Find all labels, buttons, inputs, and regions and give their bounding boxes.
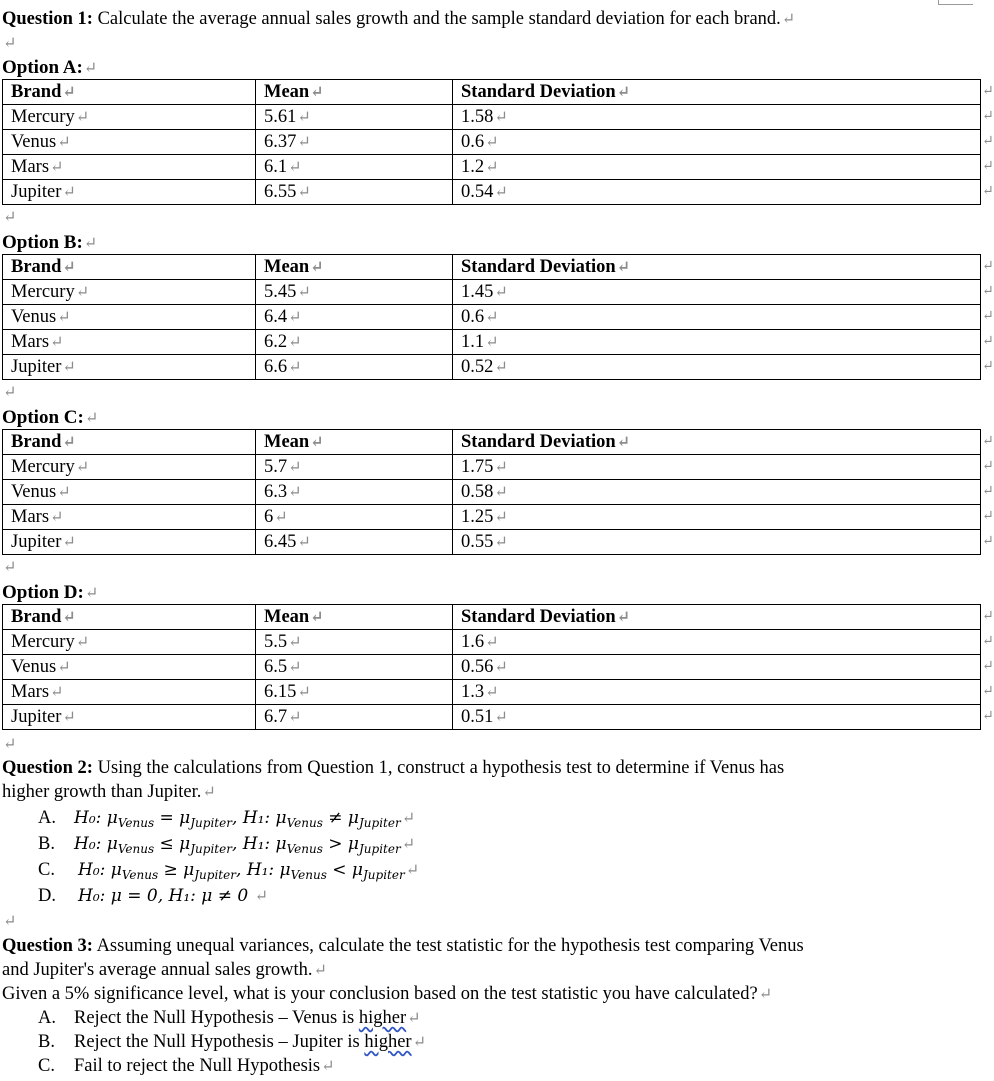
option-table (2, 79, 981, 205)
option-title-text: Option D: (2, 582, 84, 603)
return-mark-icon: ↵ (412, 1034, 426, 1051)
table-row (3, 705, 981, 730)
question-2-text-line2: higher growth than Jupiter. (2, 782, 202, 802)
question-3-text-line1: Assuming unequal variances, calculate the test statistic for the hypothesis test comparing Venus (92, 936, 804, 956)
page-corner-mark (938, 0, 973, 5)
return-mark-icon: ↵ (3, 736, 17, 753)
return-mark-icon: ↵ (781, 11, 796, 28)
option-table (2, 604, 981, 730)
return-mark-icon: ↵ (83, 235, 98, 252)
question-1-label: Question 1: (2, 9, 93, 29)
cell-sd: 1.75↵ (453, 455, 981, 480)
question-3-line3 (2, 982, 772, 1007)
option-title (2, 56, 97, 81)
cell-sd: 0.6↵ (453, 305, 981, 330)
q3-choice-b (38, 1030, 426, 1055)
table-row (3, 105, 981, 130)
return-mark-icon: ↵ (3, 209, 17, 226)
table-header-row (3, 605, 981, 630)
option-title (2, 231, 97, 256)
table-row (3, 530, 981, 555)
option-title-text: Option C: (2, 407, 84, 428)
choice-text: Reject the Null Hypothesis – Jupiter is (74, 1032, 365, 1052)
table-row (3, 655, 981, 680)
row-end-mark-icon: ↵ (982, 709, 994, 724)
row-end-mark-icon: ↵ (982, 684, 994, 699)
spellcheck-underlined-word: higher (364, 1032, 412, 1052)
return-mark-icon: ↵ (405, 862, 420, 879)
question-3-line2 (2, 958, 327, 983)
cell-brand: Mars↵ (3, 680, 256, 705)
option-title (2, 406, 98, 431)
table-row (3, 505, 981, 530)
row-end-mark-icon: ↵ (982, 634, 994, 649)
cell-mean: 5.61↵ (256, 105, 453, 130)
header-brand: Brand↵ (3, 80, 256, 105)
cell-sd: 1.6↵ (453, 630, 981, 655)
cell-mean: 5.7↵ (256, 455, 453, 480)
cell-brand: Jupiter↵ (3, 705, 256, 730)
header-brand: Brand↵ (3, 430, 256, 455)
cell-sd: 1.2↵ (453, 155, 981, 180)
row-end-mark-icon: ↵ (982, 134, 994, 149)
question-3-text-line2: and Jupiter's average annual sales growth. (2, 960, 313, 980)
cell-mean: 6.5↵ (256, 655, 453, 680)
row-end-marks (982, 429, 994, 554)
return-mark-icon: ↵ (407, 1010, 421, 1027)
cell-mean: 6.45↵ (256, 530, 453, 555)
option-table (2, 429, 981, 555)
cell-mean: 6.55↵ (256, 180, 453, 205)
cell-sd: 1.3↵ (453, 680, 981, 705)
choice-letter: B. (38, 834, 55, 854)
choice-letter: B. (38, 1032, 55, 1052)
cell-mean: 5.45↵ (256, 280, 453, 305)
cell-sd: 1.45↵ (453, 280, 981, 305)
cell-mean: 6↵ (256, 505, 453, 530)
cell-sd: 0.52↵ (453, 355, 981, 380)
return-mark-icon: ↵ (3, 35, 17, 52)
cell-brand: Venus↵ (3, 305, 256, 330)
cell-brand: Venus↵ (3, 655, 256, 680)
return-mark-icon: ↵ (313, 962, 327, 979)
cell-mean: 6.3↵ (256, 480, 453, 505)
table-row (3, 330, 981, 355)
row-end-mark-icon: ↵ (982, 284, 994, 299)
question-3-label: Question 3: (2, 936, 93, 956)
row-end-mark-icon: ↵ (982, 509, 994, 524)
header-sd: Standard Deviation↵ (453, 605, 981, 630)
header-sd: Standard Deviation↵ (453, 255, 981, 280)
header-brand: Brand↵ (3, 605, 256, 630)
table-row (3, 630, 981, 655)
cell-mean: 6.1↵ (256, 155, 453, 180)
choice-letter: C. (38, 860, 55, 880)
q2-choice-d (38, 884, 268, 909)
hypothesis-expression: H₀: $\mu_{Venus} = \mu_{Jupiter}$, H₁: $\mu_{Venus} \ne \mu_{Jupiter}$ (74, 808, 401, 830)
cell-brand: Jupiter↵ (3, 180, 256, 205)
choice-letter: D. (38, 886, 56, 906)
choice-letter: C. (38, 1056, 55, 1076)
question-3-text-line3: Given a 5% significance level, what is your conclusion based on the test statistic you have calculated? (2, 984, 758, 1004)
question-2-label: Question 2: (2, 758, 93, 778)
cell-sd: 0.55↵ (453, 530, 981, 555)
row-end-mark-icon: ↵ (982, 659, 994, 674)
option-title-text: Option A: (2, 57, 83, 78)
choice-letter: A. (38, 808, 56, 828)
option-table (2, 254, 981, 380)
choice-letter: A. (38, 1008, 56, 1028)
cell-brand: Mercury↵ (3, 630, 256, 655)
q3-choice-a (38, 1006, 421, 1031)
hypothesis-expression: H₀: $\mu_{Venus} \ge \mu_{Jupiter}$, H₁: $\mu_{Venus} < \mu_{Jupiter}$ (78, 860, 405, 882)
row-end-mark-icon: ↵ (982, 109, 994, 124)
hypothesis-expression: H₀: μ = 0, H₁: μ ≠ 0 (78, 886, 254, 906)
row-end-mark-icon: ↵ (982, 184, 994, 199)
table-row (3, 280, 981, 305)
cell-brand: Mars↵ (3, 330, 256, 355)
cell-brand: Jupiter↵ (3, 355, 256, 380)
choice-text: Fail to reject the Null Hypothesis (74, 1056, 321, 1076)
row-end-mark-icon: ↵ (982, 534, 994, 549)
q2-choice-c (38, 858, 419, 887)
return-mark-icon: ↵ (401, 836, 416, 853)
cell-brand: Jupiter↵ (3, 530, 256, 555)
table-header-row (3, 80, 981, 105)
cell-sd: 1.25↵ (453, 505, 981, 530)
question-1-text: Calculate the average annual sales growth and the sample standard deviation for each brand. (92, 9, 781, 29)
return-mark-icon: ↵ (3, 559, 17, 576)
choice-text: Reject the Null Hypothesis – Venus is (74, 1008, 359, 1028)
cell-mean: 6.15↵ (256, 680, 453, 705)
table-row (3, 680, 981, 705)
return-mark-icon: ↵ (84, 585, 99, 602)
cell-brand: Venus↵ (3, 130, 256, 155)
return-mark-icon: ↵ (3, 913, 17, 930)
header-sd: Standard Deviation↵ (453, 430, 981, 455)
row-end-mark-icon: ↵ (982, 434, 994, 449)
row-end-mark-icon: ↵ (982, 484, 994, 499)
spellcheck-underlined-word: higher (358, 1008, 407, 1028)
return-mark-icon: ↵ (321, 1058, 335, 1075)
cell-sd: 1.58↵ (453, 105, 981, 130)
question-2-line2 (2, 780, 216, 805)
cell-brand: Mercury↵ (3, 455, 256, 480)
header-mean: Mean↵ (256, 430, 453, 455)
row-end-marks (982, 604, 994, 729)
header-mean: Mean↵ (256, 255, 453, 280)
header-mean: Mean↵ (256, 605, 453, 630)
cell-mean: 5.5↵ (256, 630, 453, 655)
option-title (2, 581, 98, 606)
table-row (3, 180, 981, 205)
row-end-mark-icon: ↵ (982, 259, 994, 274)
q3-choice-c (38, 1054, 335, 1079)
cell-sd: 0.58↵ (453, 480, 981, 505)
question-2-text-line1: Using the calculations from Question 1, construct a hypothesis test to determine if Venus has (92, 758, 785, 778)
table-row (3, 305, 981, 330)
question-1 (2, 7, 795, 32)
row-end-marks (982, 254, 994, 379)
return-mark-icon: ↵ (758, 986, 773, 1003)
q2-choice-a (38, 806, 415, 835)
hypothesis-expression: H₀: $\mu_{Venus} \le \mu_{Jupiter}$, H₁: $\mu_{Venus} > \mu_{Jupiter}$ (74, 834, 401, 856)
question-3 (2, 934, 804, 958)
table-row (3, 130, 981, 155)
row-end-marks (982, 79, 994, 204)
return-mark-icon: ↵ (401, 810, 416, 827)
row-end-mark-icon: ↵ (982, 359, 994, 374)
cell-sd: 0.51↵ (453, 705, 981, 730)
return-mark-icon: ↵ (202, 784, 216, 801)
table-row (3, 480, 981, 505)
cell-mean: 6.4↵ (256, 305, 453, 330)
option-title-text: Option B: (2, 232, 83, 253)
row-end-mark-icon: ↵ (982, 159, 994, 174)
cell-brand: Mars↵ (3, 155, 256, 180)
cell-sd: 0.56↵ (453, 655, 981, 680)
header-sd: Standard Deviation↵ (453, 80, 981, 105)
row-end-mark-icon: ↵ (982, 459, 994, 474)
return-mark-icon: ↵ (84, 410, 99, 427)
return-mark-icon: ↵ (3, 384, 17, 401)
return-mark-icon: ↵ (83, 60, 98, 77)
table-row (3, 455, 981, 480)
table-row (3, 355, 981, 380)
row-end-mark-icon: ↵ (982, 84, 994, 99)
table-header-row (3, 430, 981, 455)
cell-sd: 1.1↵ (453, 330, 981, 355)
cell-brand: Mercury↵ (3, 105, 256, 130)
cell-sd: 0.54↵ (453, 180, 981, 205)
cell-sd: 0.6↵ (453, 130, 981, 155)
cell-mean: 6.7↵ (256, 705, 453, 730)
table-row (3, 155, 981, 180)
cell-brand: Mars↵ (3, 505, 256, 530)
question-2 (2, 756, 784, 780)
header-mean: Mean↵ (256, 80, 453, 105)
table-header-row (3, 255, 981, 280)
cell-mean: 6.6↵ (256, 355, 453, 380)
row-end-mark-icon: ↵ (982, 609, 994, 624)
row-end-mark-icon: ↵ (982, 334, 994, 349)
cell-mean: 6.2↵ (256, 330, 453, 355)
cell-mean: 6.37↵ (256, 130, 453, 155)
header-brand: Brand↵ (3, 255, 256, 280)
cell-brand: Mercury↵ (3, 280, 256, 305)
q2-choice-b (38, 832, 415, 861)
return-mark-icon: ↵ (254, 888, 268, 905)
row-end-mark-icon: ↵ (982, 309, 994, 324)
cell-brand: Venus↵ (3, 480, 256, 505)
